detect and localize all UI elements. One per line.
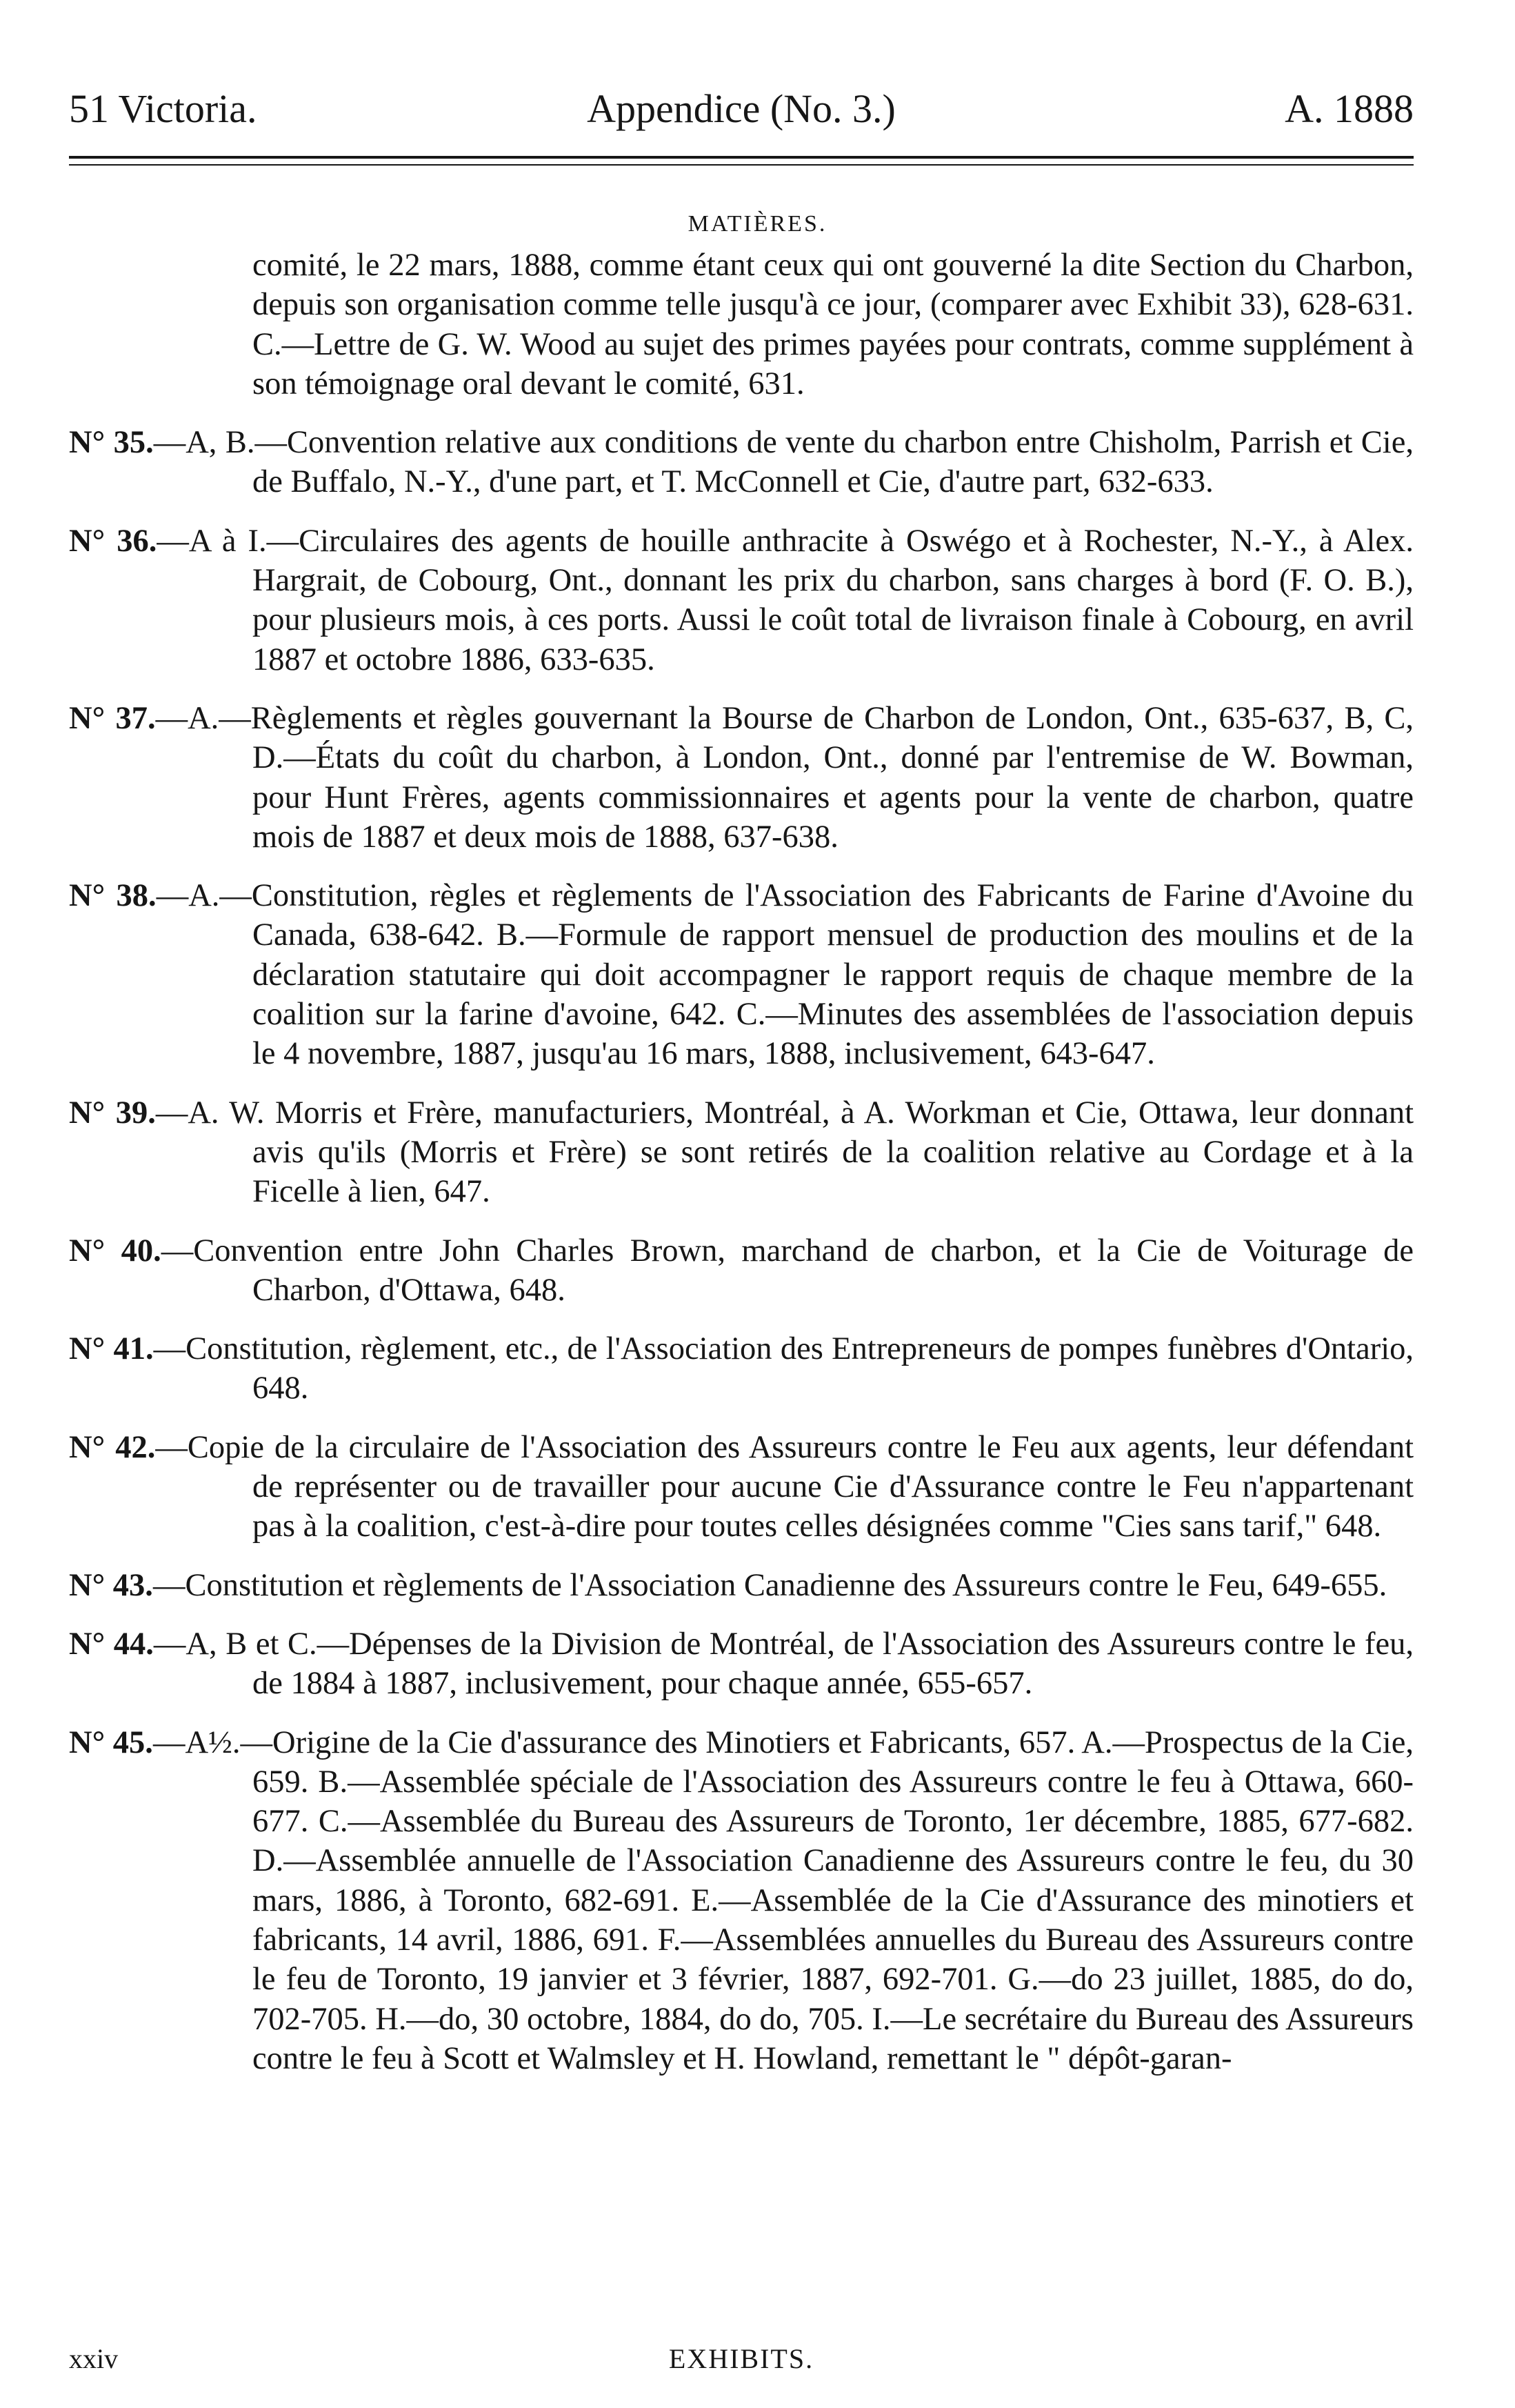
- entry-text: —A à I.—Circulaires des agents de houille anthracite à Oswégo et à Rochester, N.-Y., à Alex. Hargrait, de Cobourg, Ont., donnant les prix du charbon, sans charges à bord (F. O. B.), pour plusieurs mois, à ces ports. Aussi le coût total de livraison finale à Cobourg, en avril 1887 et octobre 1886, 633-635.: [157, 523, 1414, 677]
- exhibit-entry-44: [69, 1624, 1414, 1704]
- entry-text: —A½.—Origine de la Cie d'assurance des Minotiers et Fabricants, 657. A.—Prospectus de la Cie, 659. B.—Assemblée spéciale de l'Association des Assureurs contre le feu à Ottawa, 660-677. C.—Assemblée du Bureau des Assureurs de Toronto, 1er décembre, 1885, 677-682. D.—Assemblée annuelle de l'Association Canadienne des Assureurs contre le feu, du 30 mars, 1886, à Toronto, 682-691. E.—Assemblée de la Cie d'Assurance des minotiers et fabricants, 14 avril, 1886, 691. F.—Assemblées annuelles du Bureau des Assureurs contre le feu de Toronto, 19 janvier et 3 février, 1887, 692-701. G.—do 23 juillet, 1885, do do, 702-705. H.—do, 30 octobre, 1884, do do, 705. I.—Le secrétaire du Bureau des Assureurs contre le feu à Scott et Walmsley et H. Howland, remettant le " dépôt-garan-: [152, 1724, 1414, 2076]
- exhibit-entry-37: [69, 699, 1414, 857]
- entry-text: —A. W. Morris et Frère, manufacturiers, Montréal, à A. Workman et Cie, Ottawa, leur donnant avis qu'ils (Morris et Frère) se sont retirés de la coalition relative au Cordage et à la Ficelle à lien, 647.: [155, 1095, 1414, 1210]
- section-title: MATIÈRES.: [688, 211, 827, 237]
- entry-text: comité, le 22 mars, 1888, comme étant ceux qui ont gouverné la dite Section du Charbon, depuis son organisation comme telle jusqu'à ce jour, (comparer avec Exhibit 33), 628-631. C.—Lettre de G. W. Wood au sujet des primes payées pour contrats, comme supplément à son témoignage oral devant le comité, 631.: [252, 248, 1414, 401]
- exhibit-entry-43: [69, 1566, 1414, 1605]
- exhibit-entry-45: [69, 1723, 1414, 2079]
- running-header: [69, 81, 1414, 137]
- entry-number: N° 39.: [69, 1095, 156, 1131]
- entry-number: N° 37.: [69, 700, 156, 736]
- exhibit-entry-41: [69, 1329, 1414, 1409]
- entry-number: N° 40.: [69, 1233, 161, 1268]
- header-appendix: Appendice (No. 3.): [587, 86, 896, 131]
- page-footer: [69, 2338, 1414, 2380]
- entry-number: N° 35.: [69, 425, 154, 461]
- header-session: 51 Victoria.: [69, 86, 257, 131]
- header-rule-thick: [69, 156, 1414, 159]
- entry-text: —Constitution et règlements de l'Association Canadienne des Assureurs contre le Feu, 649-655.: [152, 1567, 1387, 1603]
- entry-text: —A, B et C.—Dépenses de la Division de Montréal, de l'Association des Assureurs contre le feu, de 1884 à 1887, inclusivement, pour chaque année, 655-657.: [153, 1626, 1414, 1702]
- catchword: EXHIBITS.: [668, 2343, 814, 2374]
- entry-text: —A.—Règlements et règles gouvernant la Bourse de Charbon de London, Ont., 635-637, B, C, D.—États du coût du charbon, à London, Ont., donné par l'entremise de W. Bowman, pour Hunt Frères, agents commissionnaires et agents pour la vente de charbon, quatre mois de 1887 et deux mois de 1888, 637-638.: [155, 700, 1414, 855]
- header-year: A. 1888: [1285, 86, 1414, 131]
- entry-number: N° 45.: [69, 1724, 153, 1760]
- entry-text: —Copie de la circulaire de l'Association des Assureurs contre le Feu aux agents, leur défendant de représenter ou de travailler pour aucune Cie d'Assurance contre le Feu n'appartenant pas à la coalition, c'est-à-dire pour toutes celles désignées comme "Cies sans tarif," 648.: [155, 1429, 1414, 1544]
- header-rule-thin: [69, 164, 1414, 166]
- exhibit-entry-36: [69, 521, 1414, 679]
- exhibit-list: [69, 246, 1414, 2098]
- page-number: xxiv: [69, 2343, 119, 2374]
- entry-text: —A, B.—Convention relative aux conditions de vente du charbon entre Chisholm, Parrish et Cie, de Buffalo, N.-Y., d'une part, et T. McConnell et Cie, d'autre part, 632-633.: [153, 425, 1414, 500]
- entry-number: N° 43.: [69, 1567, 153, 1603]
- exhibit-entry-42: [69, 1428, 1414, 1546]
- entry-number: N° 38.: [69, 878, 157, 914]
- exhibit-entry-39: [69, 1093, 1414, 1212]
- exhibit-entry-continued: [69, 246, 1414, 404]
- entry-number: N° 44.: [69, 1626, 154, 1662]
- exhibit-entry-35: [69, 423, 1414, 502]
- exhibit-entry-38: [69, 876, 1414, 1073]
- entry-text: —Convention entre John Charles Brown, marchand de charbon, et la Cie de Voiturage de Charbon, d'Ottawa, 648.: [161, 1233, 1414, 1308]
- entry-number: N° 41.: [69, 1331, 154, 1367]
- entry-text: —Constitution, règlement, etc., de l'Association des Entrepreneurs de pompes funèbres d'Ontario, 648.: [153, 1331, 1414, 1406]
- entry-number: N° 36.: [69, 523, 157, 559]
- entry-text: —A.—Constitution, règles et règlements de l'Association des Fabricants de Farine d'Avoine du Canada, 638-642. B.—Formule de rapport mensuel de production des moulins et de la déclaration statutaire qui doit accompagner le rapport requis de chaque membre de la coalition sur la farine d'avoine, 642. C.—Minutes des assemblées de l'association depuis le 4 novembre, 1887, jusqu'au 16 mars, 1888, inclusivement, 643-647.: [156, 878, 1414, 1072]
- entry-number: N° 42.: [69, 1429, 156, 1465]
- exhibit-entry-40: [69, 1231, 1414, 1311]
